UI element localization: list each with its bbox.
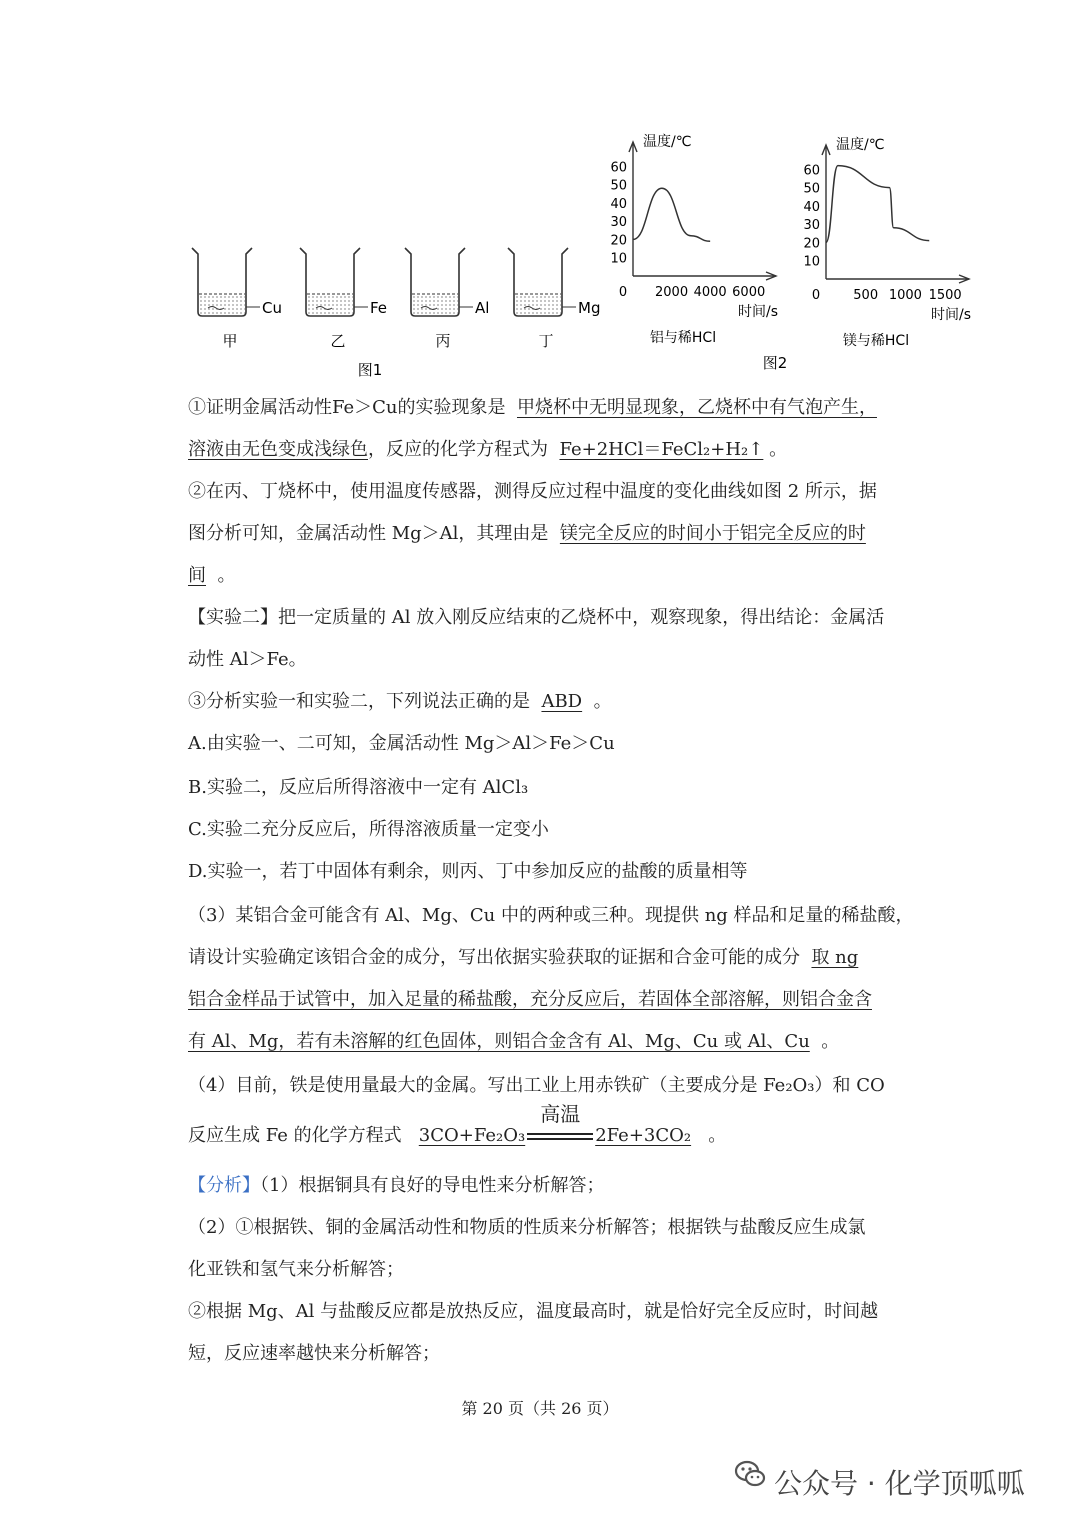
y-tick-label: 50 (610, 178, 627, 194)
y-tick-label: 30 (803, 218, 820, 234)
beaker-al (405, 248, 489, 350)
line-17: （4）目前，铁是使用量最大的金属。写出工业上用赤铁矿（主要成分是 Fe₂O₃）和 CO (188, 1075, 885, 1096)
equation-2-right: 2Fe+3CO₂ (595, 1125, 692, 1146)
x-tick-label: 1500 (928, 288, 962, 303)
x-axis-label: 时间/s (931, 307, 972, 323)
beaker-name: 乙 (330, 332, 346, 350)
y-axis-label: 温度/℃ (643, 134, 692, 150)
y-tick-label: 10 (803, 254, 820, 270)
beaker-metal-label: Cu (262, 299, 282, 317)
figures (180, 130, 980, 380)
x-tick-label: 2000 (655, 285, 689, 300)
y-tick-label: 30 (610, 215, 627, 231)
watermark: 公众号 · 化学顶呱呱 (738, 1462, 1025, 1502)
line-21: 化亚铁和氢气来分析解答； (188, 1259, 404, 1280)
beaker-metal-label: Al (475, 299, 490, 317)
analysis-tag: 【分析】 (188, 1175, 260, 1196)
beaker-liquid (412, 294, 458, 315)
beaker-name: 丙 (435, 332, 451, 350)
answer-4-end: 有 Al、Mg，若有未溶解的红色固体，则铝合金含有 Al、Mg、Cu 或 Al、Cu (188, 1031, 810, 1052)
option-d: D.实验一，若丁中固体有剩余，则丙、丁中参加反应的盐酸的质量相等 (188, 861, 748, 882)
beaker-liquid (307, 294, 353, 315)
line-4: 图分析可知，金属活动性 Mg＞Al，其理由是 镁完全反应的时间小于铝完全反应的时 (188, 523, 866, 544)
beaker-liquid (515, 294, 561, 315)
temperature-curve (633, 188, 710, 241)
answer-1-cont: 溶液由无色变成浅绿色 (188, 439, 368, 460)
x-tick-label: 6000 (732, 285, 766, 300)
line-14: 请设计实验确定该铝合金的成分，写出依据实验获取的证据和合金可能的成分 取 ng (188, 947, 859, 968)
chart-2 (803, 136, 971, 349)
line-20: （2）①根据铁、铜的金属活动性和物质的性质来分析解答；根据铁与盐酸反应生成氯 (188, 1217, 866, 1238)
answer-3: ABD (541, 691, 583, 712)
y-tick-label: 40 (610, 196, 627, 212)
answer-4: 取 ng (811, 947, 859, 968)
line-19: 【分析】（1）根据铜具有良好的导电性来分析解答； (188, 1175, 605, 1196)
beaker-cu (192, 248, 282, 350)
figure-1-caption: 图1 (357, 361, 383, 379)
y-tick-label: 60 (803, 163, 820, 179)
answer-4-cont: 铝合金样品于试管中，加入足量的稀盐酸，充分反应后，若固体全部溶解，则铝合金含 (188, 989, 872, 1010)
y-tick-label: 10 (610, 251, 627, 267)
figure-1-beakers (192, 248, 600, 350)
option-b: B.实验二，反应后所得溶液中一定有 AlCl₃ (188, 777, 529, 798)
beaker-fe (300, 248, 387, 350)
chart-1 (610, 133, 778, 346)
line-13: （3）某铝合金可能含有 Al、Mg、Cu 中的两种或三种。现提供 ng 样品和足量的稀盐酸， (188, 905, 914, 926)
x-tick-label: 0 (811, 288, 821, 303)
line-23: 短，反应速率越快来分析解答； (188, 1343, 440, 1364)
y-tick-label: 50 (803, 181, 820, 197)
line-5: 间 。 (188, 565, 236, 586)
x-tick-label: 0 (618, 285, 628, 300)
figure-2-charts (610, 133, 971, 349)
line-2: 溶液由无色变成浅绿色，反应的化学方程式为 Fe+2HCl＝FeCl₂+H₂↑ 。 (188, 439, 788, 460)
beaker-mg (508, 248, 600, 350)
answer-1: 甲烧杯中无明显现象，乙烧杯中有气泡产生， (516, 397, 877, 418)
line-16: 有 Al、Mg，若有未溶解的红色固体，则铝合金含有 Al、Mg、Cu 或 Al、Cu 。 (188, 1031, 840, 1052)
beaker-metal-label: Mg (578, 299, 601, 317)
y-tick-label: 20 (610, 233, 627, 249)
y-tick-label: 20 (803, 236, 820, 252)
line-1: ①证明金属活动性Fe＞Cu的实验现象是 甲烧杯中无明显现象，乙烧杯中有气泡产生， (188, 397, 877, 418)
equation-1: Fe+2HCl＝FeCl₂+H₂↑ (559, 439, 764, 460)
y-tick-label: 60 (610, 160, 627, 176)
line-8: ③分析实验一和实验二，下列说法正确的是 ABD 。 (188, 691, 612, 712)
beaker-liquid (199, 294, 245, 315)
answer-2-cont: 间 (188, 565, 206, 586)
temperature-curve (826, 166, 929, 243)
wechat-icon (734, 1458, 766, 1490)
equation-2-arrow: 高温 (525, 1124, 595, 1148)
line-3: ②在丙、丁烧杯中，使用温度传感器，测得反应过程中温度的变化曲线如图 2 所示，据 (188, 481, 877, 502)
beaker-name: 丁 (538, 332, 554, 350)
x-tick-label: 500 (853, 288, 879, 303)
line-7: 动性 Al＞Fe。 (188, 649, 307, 670)
x-axis-label: 时间/s (738, 304, 779, 320)
chart-title: 镁与稀HCl (842, 333, 910, 349)
y-axis-label: 温度/℃ (836, 137, 885, 153)
answer-2: 镁完全反应的时间小于铝完全反应的时 (559, 523, 866, 544)
chart-title: 铝与稀HCl (649, 330, 717, 346)
equation-2-left: 3CO+Fe₂O₃ (418, 1125, 526, 1146)
line-18: 反应生成 Fe 的化学方程式 3CO+Fe₂O₃ 高温 2Fe+3CO₂ 。 (188, 1102, 727, 1146)
option-a: A.由实验一、二可知，金属活动性 Mg＞Al＞Fe＞Cu (188, 733, 615, 754)
option-c: C.实验二充分反应后，所得溶液质量一定变小 (188, 819, 549, 840)
beaker-name: 甲 (222, 332, 238, 350)
x-tick-label: 4000 (693, 285, 727, 300)
page-footer: 第 20 页（共 26 页） (461, 1399, 619, 1418)
beaker-metal-label: Fe (370, 299, 388, 317)
line-22: ②根据 Mg、Al 与盐酸反应都是放热反应，温度最高时，就是恰好完全反应时，时间越 (188, 1301, 879, 1322)
figure-2-caption: 图2 (762, 354, 788, 372)
y-tick-label: 40 (803, 199, 820, 215)
line-6: 【实验二】把一定质量的 Al 放入刚反应结束的乙烧杯中，观察现象，得出结论：金属活 (188, 607, 885, 628)
x-tick-label: 1000 (888, 288, 922, 303)
